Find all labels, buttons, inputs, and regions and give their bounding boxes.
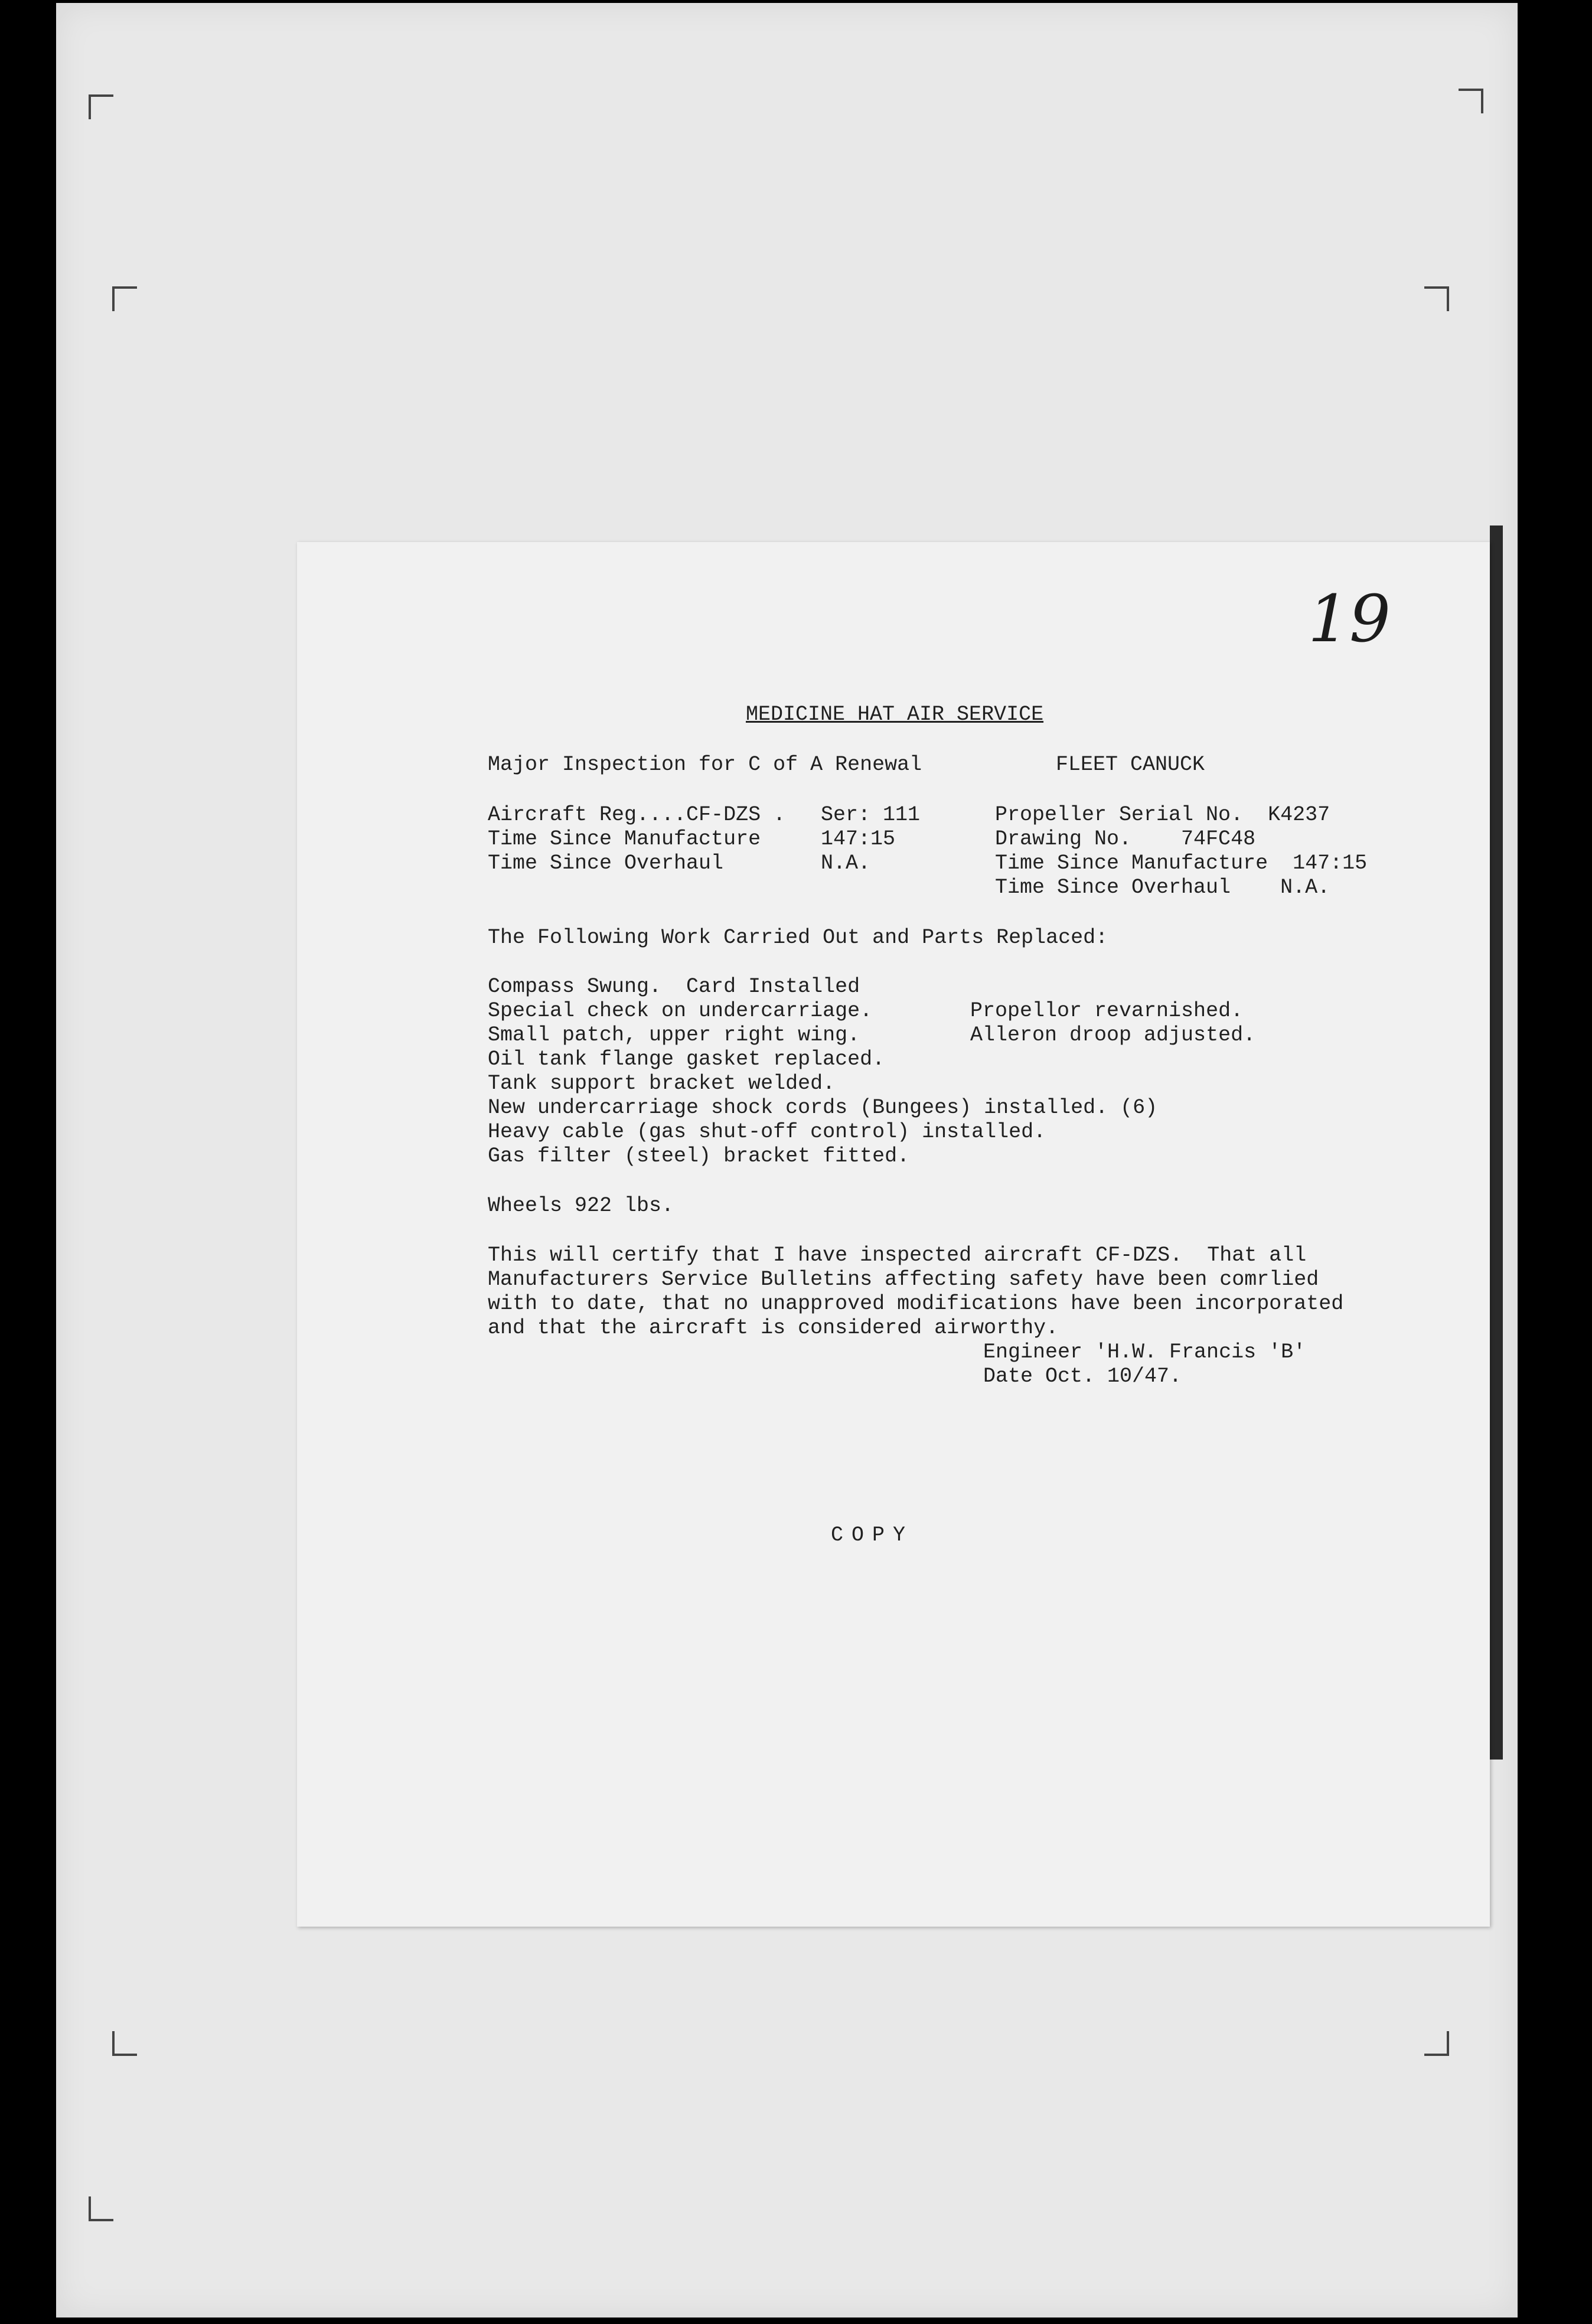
aircraft-tsm-label: Time Since Manufacture	[488, 827, 761, 851]
work-heading: The Following Work Carried Out and Parts Replaced:	[488, 926, 1108, 949]
crop-mark	[89, 2196, 113, 2221]
work-item-right: Alleron droop adjusted.	[970, 1023, 1256, 1047]
inspection-title: Major Inspection for C of A Renewal	[488, 753, 922, 776]
wheels-weight: Wheels 922 lbs.	[488, 1194, 674, 1218]
aircraft-ser: Ser: 111	[821, 803, 921, 827]
company-title: MEDICINE HAT AIR SERVICE	[746, 703, 1044, 726]
work-item: Small patch, upper right wing.	[488, 1023, 860, 1047]
aircraft-type: FLEET CANUCK	[1056, 753, 1205, 776]
propeller-drawing: Drawing No. 74FC48	[995, 827, 1256, 851]
work-item-right: Propellor revarnished.	[970, 999, 1244, 1023]
crop-mark	[89, 94, 113, 119]
crop-mark	[1424, 286, 1449, 311]
propeller-tso: Time Since Overhaul N.A.	[995, 876, 1330, 899]
propeller-tsm: Time Since Manufacture 147:15	[995, 851, 1368, 875]
aircraft-tso-value: N.A.	[821, 851, 871, 875]
certification-line: and that the aircraft is considered airworthy.	[488, 1316, 1059, 1340]
work-item: Heavy cable (gas shut-off control) installed.	[488, 1120, 1046, 1144]
work-item: Oil tank flange gasket replaced.	[488, 1047, 885, 1071]
signature-date: Date Oct. 10/47.	[983, 1365, 1182, 1388]
work-item: Compass Swung. Card Installed	[488, 975, 860, 998]
work-item: Special check on undercarriage.	[488, 999, 873, 1023]
propeller-serial: Propeller Serial No. K4237	[995, 803, 1330, 827]
sheet-edge-shadow	[1490, 525, 1503, 1760]
crop-mark	[112, 2031, 137, 2056]
copy-label: COPY	[831, 1523, 914, 1547]
certification-line: with to date, that no unapproved modifications have been incorporated	[488, 1292, 1344, 1316]
work-item: Gas filter (steel) bracket fitted.	[488, 1144, 910, 1168]
certification-line: Manufacturers Service Bulletins affecting safety have been comrlied	[488, 1268, 1319, 1291]
page-number: 19	[1308, 581, 1391, 657]
document-sheet	[297, 542, 1490, 1927]
certification-line: This will certify that I have inspected aircraft CF-DZS. That all	[488, 1243, 1307, 1267]
aircraft-tso-label: Time Since Overhaul	[488, 851, 724, 875]
crop-mark	[1459, 89, 1483, 113]
crop-mark	[1424, 2031, 1449, 2056]
aircraft-reg: Aircraft Reg....CF-DZS .	[488, 803, 786, 827]
crop-mark	[112, 286, 137, 311]
aircraft-tsm-value: 147:15	[821, 827, 896, 851]
work-item: New undercarriage shock cords (Bungees) installed. (6)	[488, 1096, 1158, 1119]
work-item: Tank support bracket welded.	[488, 1072, 836, 1095]
engineer-signature: Engineer 'H.W. Francis 'B'	[983, 1340, 1306, 1364]
